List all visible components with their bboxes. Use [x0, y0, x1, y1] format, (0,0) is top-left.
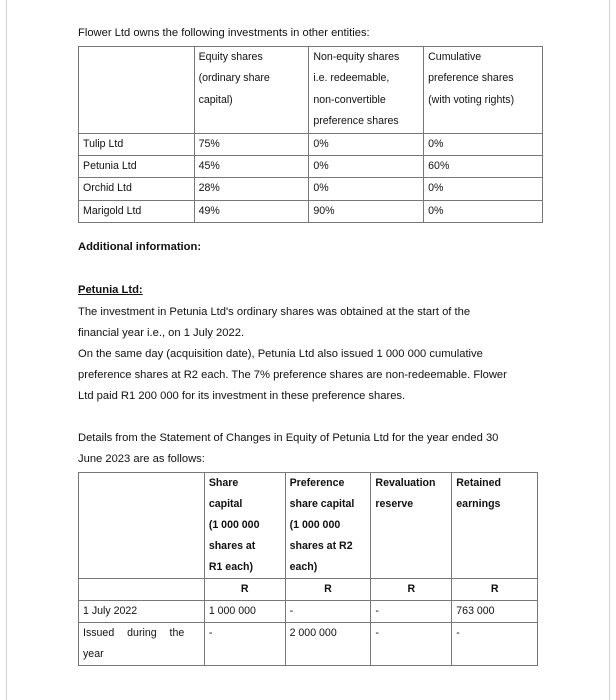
equity-value: 28% [194, 178, 309, 200]
nonequity-value: 90% [309, 200, 424, 222]
unit-cell: R [371, 579, 452, 601]
preference-capital-value: - [285, 601, 371, 623]
equity-value: 49% [194, 200, 309, 222]
header-cell-share-capital: Share capital (1 000 000 shares at R1 each) [204, 473, 285, 579]
entity-name: Orchid Ltd [79, 178, 195, 200]
table-row [79, 623, 538, 666]
para2-line3: Ltd paid R1 200 000 for its investment in these preference shares. [78, 390, 406, 402]
cumulative-value: 0% [424, 133, 543, 155]
para2-line2: preference shares at R2 each. The 7% preference shares are non-redeemable. Flower [78, 369, 507, 381]
header-cell-blank [79, 473, 205, 579]
unit-cell: R [285, 579, 371, 601]
unit-cell: R [452, 579, 538, 601]
nonequity-value: 0% [309, 156, 424, 178]
entity-name: Petunia Ltd [79, 156, 195, 178]
cumulative-value: 60% [424, 156, 543, 178]
header-cell-cumulative: Cumulative preference shares (with voting rights) [424, 47, 543, 134]
header-cell-entity [79, 47, 195, 134]
investments-table-header [79, 47, 543, 134]
table-row [79, 178, 543, 200]
cumulative-value: 0% [424, 178, 543, 200]
page-right-edge [609, 0, 610, 700]
equity-changes-header [79, 473, 538, 579]
para1-line1: The investment in Petunia Ltd's ordinary shares was obtained at the start of the [78, 306, 471, 318]
para3-line1: Details from the Statement of Changes in Equity of Petunia Ltd for the year ended 30 [78, 432, 499, 444]
row-label: 1 July 2022 [79, 601, 205, 623]
para1-line2: financial year i.e., on 1 July 2022. [78, 327, 245, 339]
revaluation-value: - [371, 601, 452, 623]
unit-cell [79, 579, 205, 601]
entity-name: Marigold Ltd [79, 200, 195, 222]
unit-cell: R [204, 579, 285, 601]
equity-value: 45% [194, 156, 309, 178]
cumulative-value: 0% [424, 200, 543, 222]
additional-info-heading: Additional information: [78, 241, 202, 253]
revaluation-value: - [371, 623, 452, 666]
table-row [79, 200, 543, 222]
entity-name: Tulip Ltd [79, 133, 195, 155]
units-row [79, 579, 538, 601]
intro-text: Flower Ltd owns the following investments in other entities: [78, 27, 370, 39]
header-cell-preference-capital: Preference share capital (1 000 000 shares at R2 each) [285, 473, 371, 579]
para3-line2: June 2023 are as follows: [78, 453, 205, 465]
share-capital-value: - [204, 623, 285, 666]
header-cell-revaluation: Revaluation reserve [371, 473, 452, 579]
header-cell-equity: Equity shares (ordinary share capital) [194, 47, 309, 134]
share-capital-value: 1 000 000 [204, 601, 285, 623]
page-left-edge [6, 0, 7, 700]
nonequity-value: 0% [309, 133, 424, 155]
row-label: Issued during the year [79, 623, 205, 666]
petunia-heading: Petunia Ltd: [78, 284, 143, 296]
equity-value: 75% [194, 133, 309, 155]
table-row [79, 156, 543, 178]
retained-value: - [452, 623, 538, 666]
table-row [79, 601, 538, 623]
preference-capital-value: 2 000 000 [285, 623, 371, 666]
equity-changes-table [78, 472, 538, 666]
nonequity-value: 0% [309, 178, 424, 200]
header-cell-retained: Retained earnings [452, 473, 538, 579]
para2-line1: On the same day (acquisition date), Petunia Ltd also issued 1 000 000 cumulative [78, 348, 483, 360]
table-row [79, 133, 543, 155]
retained-value: 763 000 [452, 601, 538, 623]
header-cell-nonequity: Non-equity shares i.e. redeemable, non-convertible preference shares [309, 47, 424, 134]
investments-table [78, 46, 543, 223]
